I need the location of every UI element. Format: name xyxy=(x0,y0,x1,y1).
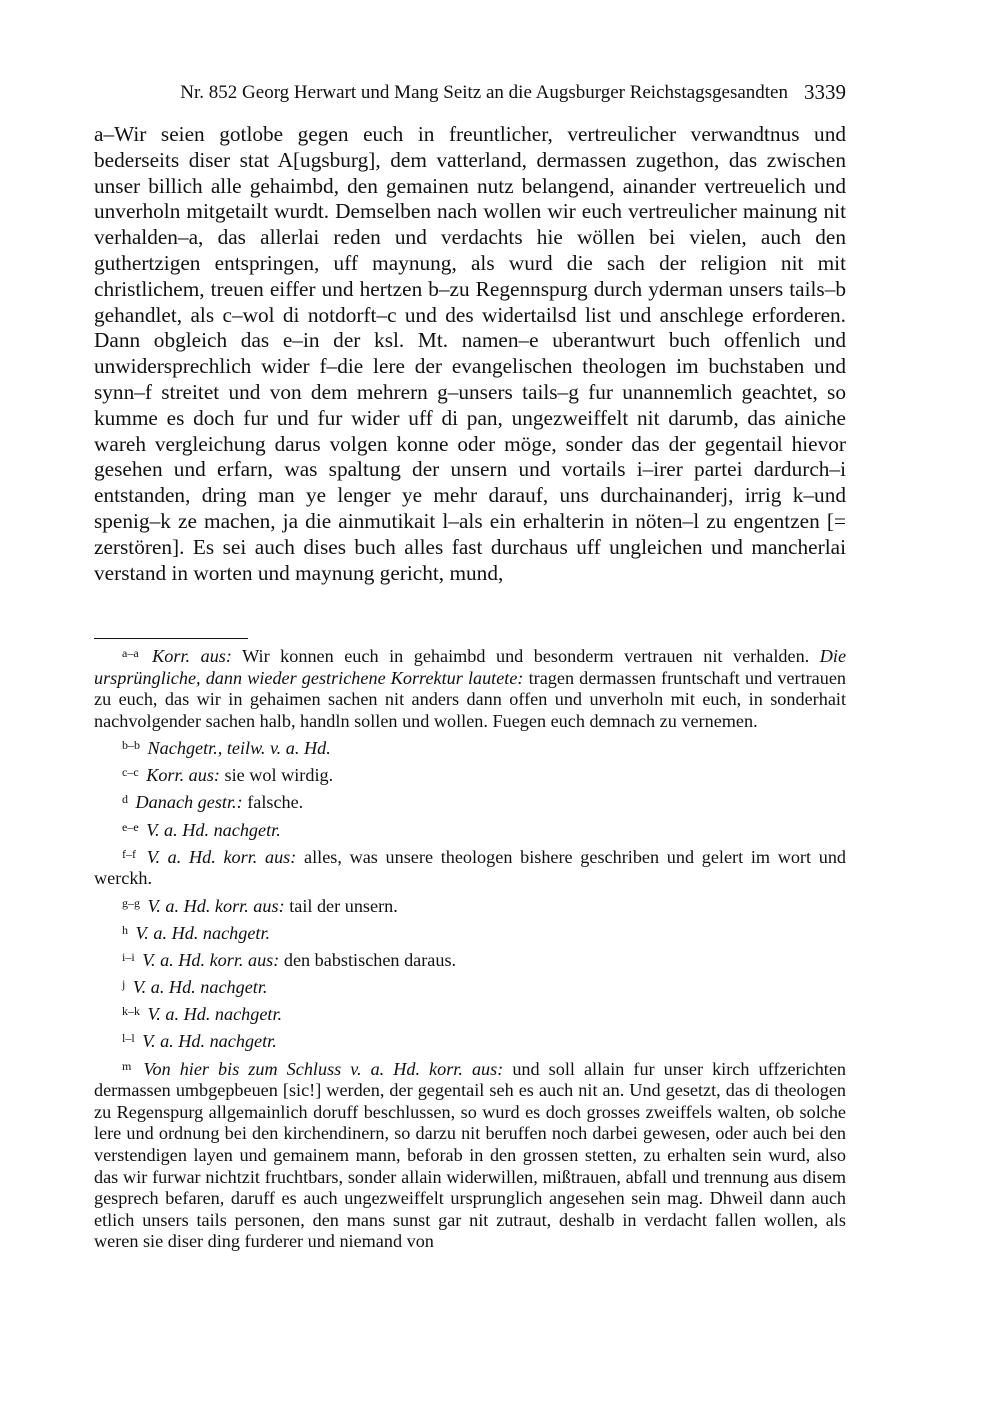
footnote-label: V. a. Hd. nachgetr. xyxy=(135,922,271,943)
footnote-e xyxy=(94,817,846,842)
footnote-label: V. a. Hd. nachgetr. xyxy=(147,1004,283,1025)
footnote-text: und soll allain fur unser kirch uffzerichten dermassen umbgepbeuen [sic!] werden, der gegentail seh es auch nit an. Und gesetzt, das di theologen zu Regenspurg allgemainlich doruff beschlussen, so wurd es doch grosses zweiffels walten, ob solche lere und ordnung bei den kirchendinern, so darzu nit beruffen noch darbei gewesen, oder auch bei den verstendigen layen und gemainem mann, beforab in den grossen stetten, zu erhalten sein wurd, also das wir furwar nichtzit fruchtbars, sonder allain widerwillen, mißtrauen, abfall und trennung aus disem gesprech befaren, daruff es auch ungezweiffelt ursprunglich angesehen sein mag. Dhweil dann auch etlich unsers tails personen, den mans sunst gar nit zutraut, deshalb in verdacht fallen wollen, als weren sie diser ding furderer und niemand von xyxy=(94,1058,847,1252)
footnote-key: c–c xyxy=(122,765,139,780)
footnote-key: e–e xyxy=(122,819,139,834)
footnote-label: Danach gestr.: xyxy=(135,792,243,813)
footnote-c xyxy=(94,762,846,787)
footnote-label: V. a. Hd. korr. aus: xyxy=(142,949,280,970)
footnote-key: b–b xyxy=(122,737,140,752)
footnote-text-2: tragen dermassen fruntschaft und vertrauen zu euch, das wir in gehaimen sachen nit anders dann offen und unverholn mit euch, in sonderhait nachvolgender sachen halb, handln sollen und wollen. Fuegen euch demnach zu vernemen. xyxy=(94,667,847,731)
footnote-text: sie wol wirdig. xyxy=(224,765,334,786)
footnote-key: g–g xyxy=(122,895,140,910)
footnote-key: l–l xyxy=(122,1031,135,1046)
footnote-label: V. a. Hd. nachgetr. xyxy=(132,977,268,998)
footnote-f xyxy=(94,844,846,890)
footnote-key: a–a xyxy=(122,646,139,660)
footnote-g xyxy=(94,893,846,918)
footnote-d xyxy=(94,789,846,814)
footnote-key: m xyxy=(122,1058,132,1073)
running-header xyxy=(94,80,846,108)
footnote-text: alles, was unsere theologen bishere geschriben und gelert im wort und werckh. xyxy=(94,846,847,889)
footnote-key: d xyxy=(122,792,128,807)
footnote-label: Korr. aus: xyxy=(152,646,232,666)
footnote-text: falsche. xyxy=(247,792,304,813)
main-paragraph: a–Wir seien gotlobe gegen euch in freuntlicher, vertreulicher verwandtnus und bederseits diser stat A[ugsburg], dem vatterland, dermassen zugethon, das zwischen unser billich alle gehaimbd, den gemainen nutz belangend, ainander vertreuelich und unverholn mitgetailt wurdt. Demselben nach wollen wir euch vertreulicher mainung nit verhalden–a, das allerlai reden und verdachts hie wöllen bei vielen, auch den guthertzigen entspringen, uff maynung, als wurd die sach der religion nit mit christlichem, treuen eiffer und hertzen b–zu Regennspurg durch yderman unsers tails–b gehandlet, als c–wol di notdorft–c und des widertailsd list und anschlege erforderen. Dann obgleich das e–in der ksl. Mt. namen–e uberantwurt buch offenlich und unwidersprechlich wider f–die lere der evangelischen theologen im buchstaben und synn–f streitet und von dem mehrern g–unsers tails–g fur unannemlich geachtet, so kumme es doch fur und fur wider uff di pan, ungezweiffelt nit darumb, das ainiche wareh vergleichung darus volgen konne oder möge, sonder das der gegentail hievor gesehen und erfarn, was spaltung der unsern und vortails i–irer partei dardurch–i entstanden, dring man ye lenger ye mehr darauf, uns durchainanderj, irrig k–und spenig–k ze machen, ja die ainmutikait l–als ein erhalterin in nöten–l zu engentzen [= zerstören]. Es sei auch dises buch alles fast durchaus uff ungleichen und mancherlai verstand in worten und maynung gericht, mund, xyxy=(94,122,846,585)
footnote-label: V. a. Hd. nachgetr. xyxy=(142,1031,277,1052)
footnotes xyxy=(94,643,846,1253)
footnote-i xyxy=(94,947,846,972)
footnote-label: V. a. Hd. korr. aus: xyxy=(147,895,285,916)
footnote-k xyxy=(94,1001,846,1026)
footnote-j xyxy=(94,974,846,999)
footnote-label: Nachgetr., teilw. v. a. Hd. xyxy=(147,737,331,758)
footnote-separator xyxy=(94,638,248,639)
footnote-key: k–k xyxy=(122,1004,140,1019)
main-text xyxy=(94,122,846,586)
footnote-a xyxy=(94,643,846,732)
footnote-l xyxy=(94,1028,846,1053)
footnote-text: Wir konnen euch in gehaimbd und besonderm vertrauen nit verhalden. xyxy=(242,646,810,666)
header-title: Nr. 852 Georg Herwart und Mang Seitz an die Augsburger Reichstagsgesandten xyxy=(180,82,788,103)
footnote-b xyxy=(94,735,846,760)
footnote-m xyxy=(94,1056,846,1253)
footnote-label-2: Die ursprüngliche, dann wieder gestrichene Korrektur lautete: xyxy=(94,646,847,688)
footnote-text: den babstischen daraus. xyxy=(283,949,457,970)
footnote-key: f–f xyxy=(122,846,136,861)
footnote-text: tail der unsern. xyxy=(289,895,398,916)
footnote-label: V. a. Hd. korr. aus: xyxy=(146,846,297,867)
footnote-key: j xyxy=(122,977,126,992)
footnote-label: V. a. Hd. nachgetr. xyxy=(146,819,281,840)
footnote-label: Von hier bis zum Schluss v. a. Hd. korr. aus: xyxy=(143,1058,504,1079)
footnote-key: h xyxy=(122,922,128,937)
page-number: 3339 xyxy=(804,80,846,104)
footnote-h xyxy=(94,920,846,945)
footnote-label: Korr. aus: xyxy=(146,765,220,786)
footnote-key: i–i xyxy=(122,949,135,964)
